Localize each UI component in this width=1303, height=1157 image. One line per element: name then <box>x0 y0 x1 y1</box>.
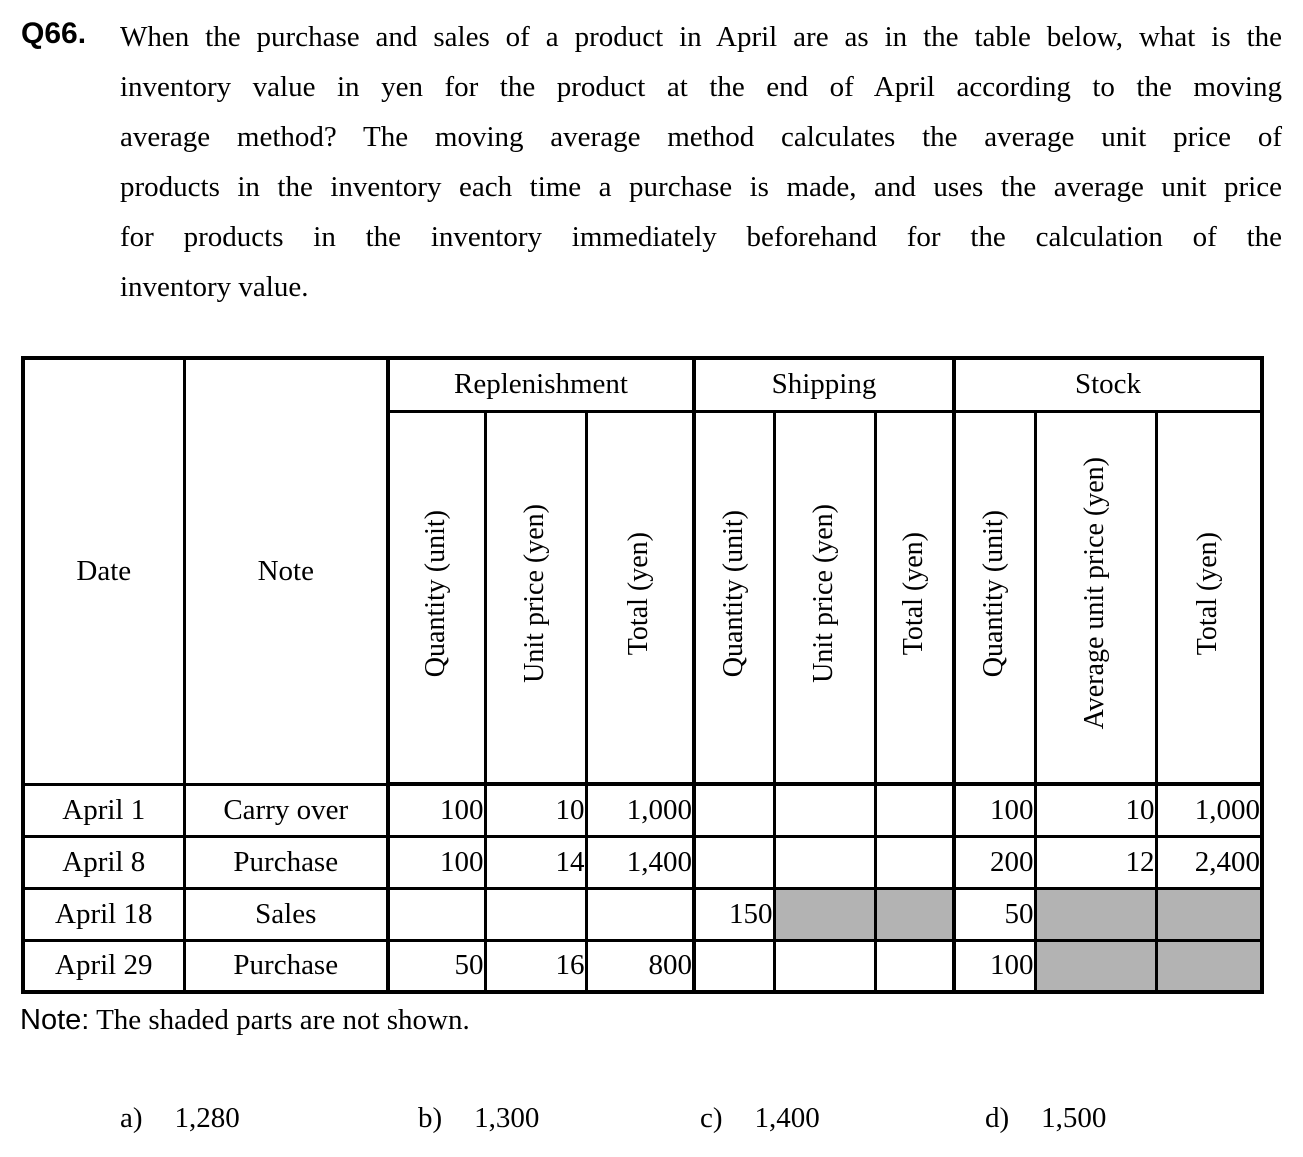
table-cell: 12 <box>1035 836 1156 888</box>
table-cell <box>875 784 954 836</box>
replenishment-quantity-header: Quantity (unit) <box>388 411 485 784</box>
stock-quantity-header: Quantity (unit) <box>954 411 1035 784</box>
table-cell: 150 <box>694 888 774 940</box>
table-cell <box>694 784 774 836</box>
shipping-group-header: Shipping <box>694 358 954 411</box>
table-cell: 10 <box>485 784 586 836</box>
table-cell: 50 <box>388 940 485 992</box>
option-d-label: d) <box>985 1102 1010 1134</box>
question-line: products in the inventory each time a purchase is made, and uses the average unit price <box>120 171 1282 203</box>
option-a-label: a) <box>120 1102 143 1134</box>
stock-total-header: Total (yen) <box>1156 411 1262 784</box>
table-cell-shaded <box>1156 888 1262 940</box>
shipping-unit-price-header: Unit price (yen) <box>774 411 875 784</box>
table-cell-shaded <box>1035 940 1156 992</box>
table-note <box>20 1004 470 1037</box>
question-line: inventory value. <box>120 271 309 303</box>
table-cell <box>875 940 954 992</box>
table-cell: 100 <box>954 940 1035 992</box>
table-cell <box>774 940 875 992</box>
note-label: Note: <box>20 1004 90 1036</box>
replenishment-group-header: Replenishment <box>388 358 694 411</box>
table-cell: 100 <box>388 784 485 836</box>
note-text: The shaded parts are not shown. <box>96 1004 470 1036</box>
table-cell-shaded <box>1156 940 1262 992</box>
stock-avg-unit-price-header: Average unit price (yen) <box>1035 411 1156 784</box>
table-cell: 100 <box>954 784 1035 836</box>
option-c <box>700 1102 820 1135</box>
option-b-label: b) <box>418 1102 443 1134</box>
option-b-value: 1,300 <box>474 1102 540 1134</box>
answer-options <box>0 1102 1303 1146</box>
table-cell: April 8 <box>23 836 184 888</box>
table-cell <box>586 888 694 940</box>
option-c-value: 1,400 <box>754 1102 820 1134</box>
table-cell: Purchase <box>184 836 388 888</box>
table-cell: Sales <box>184 888 388 940</box>
option-a <box>120 1102 240 1135</box>
table-cell: 16 <box>485 940 586 992</box>
table-cell: 2,400 <box>1156 836 1262 888</box>
option-a-value: 1,280 <box>174 1102 240 1134</box>
table-row <box>23 888 1262 940</box>
table-group-header-row <box>23 358 1262 411</box>
shipping-total-header: Total (yen) <box>875 411 954 784</box>
table-cell <box>485 888 586 940</box>
question-line: for products in the inventory immediately beforehand for the calculation of the <box>120 221 1282 253</box>
table-cell-shaded <box>1035 888 1156 940</box>
table-row <box>23 940 1262 992</box>
table-cell <box>875 836 954 888</box>
table-cell: 1,000 <box>586 784 694 836</box>
inventory-table <box>21 356 1264 994</box>
date-column-header: Date <box>23 358 184 784</box>
table-cell <box>774 784 875 836</box>
question-line: inventory value in yen for the product at the end of April according to the moving <box>120 71 1282 103</box>
table-cell: 100 <box>388 836 485 888</box>
table-cell: 10 <box>1035 784 1156 836</box>
table-row <box>23 784 1262 836</box>
option-d-value: 1,500 <box>1041 1102 1107 1134</box>
table-cell: 14 <box>485 836 586 888</box>
table-row <box>23 836 1262 888</box>
table-cell: April 1 <box>23 784 184 836</box>
question-line: average method? The moving average method calculates the average unit price of <box>120 121 1282 153</box>
table-cell-shaded <box>774 888 875 940</box>
table-cell: April 29 <box>23 940 184 992</box>
table-cell: 1,400 <box>586 836 694 888</box>
question-line: When the purchase and sales of a product in April are as in the table below, what is the <box>120 21 1282 53</box>
stock-group-header: Stock <box>954 358 1262 411</box>
table-cell: 800 <box>586 940 694 992</box>
table-cell <box>694 836 774 888</box>
table-cell <box>694 940 774 992</box>
option-b <box>418 1102 539 1135</box>
option-d <box>985 1102 1106 1135</box>
option-c-label: c) <box>700 1102 723 1134</box>
shipping-quantity-header: Quantity (unit) <box>694 411 774 784</box>
question-text <box>120 12 1282 312</box>
note-column-header: Note <box>184 358 388 784</box>
question-number: Q66. <box>21 17 87 50</box>
table-cell <box>388 888 485 940</box>
table-cell: 200 <box>954 836 1035 888</box>
table-cell: April 18 <box>23 888 184 940</box>
replenishment-unit-price-header: Unit price (yen) <box>485 411 586 784</box>
replenishment-total-header: Total (yen) <box>586 411 694 784</box>
table-cell: 1,000 <box>1156 784 1262 836</box>
table-cell: 50 <box>954 888 1035 940</box>
table-cell: Purchase <box>184 940 388 992</box>
table-cell-shaded <box>875 888 954 940</box>
table-cell <box>774 836 875 888</box>
table-cell: Carry over <box>184 784 388 836</box>
